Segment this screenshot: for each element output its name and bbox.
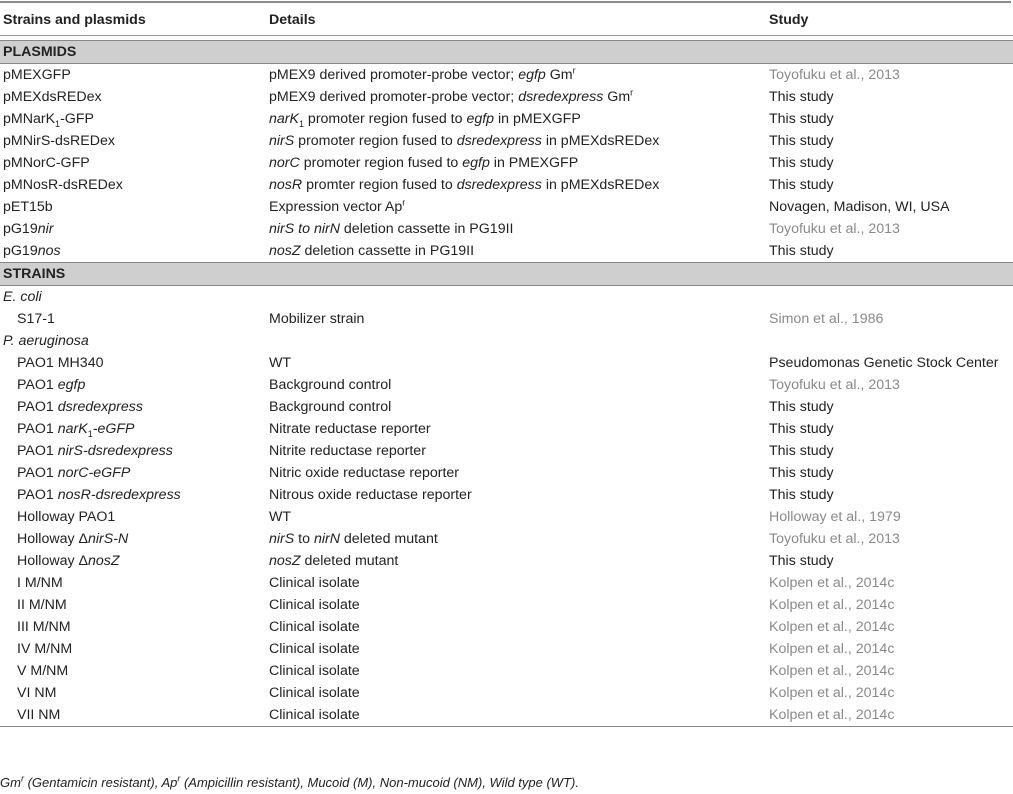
details-italic: dsredexpress xyxy=(518,89,604,105)
footnote-gm: Gm xyxy=(0,775,21,790)
table-row xyxy=(0,572,1013,594)
cell-study: This study xyxy=(769,443,834,459)
cell-study: Kolpen et al., 2014c xyxy=(769,641,895,657)
details-italic: egfp xyxy=(462,155,490,171)
details-post: in pMEXdsREDex xyxy=(541,133,660,149)
cell-name xyxy=(0,352,266,374)
section-plasmids xyxy=(0,41,1013,64)
name-text: PAO1 xyxy=(17,399,58,415)
cell-details xyxy=(266,352,766,374)
name-text: PAO1 xyxy=(17,465,58,481)
details-mid: to xyxy=(294,531,314,547)
cell-study: Kolpen et al., 2014c xyxy=(769,663,895,679)
footnote-ap-sup: r xyxy=(177,773,181,784)
group-paeruginosa-label: P. aeruginosa xyxy=(3,333,89,349)
header-study: Study xyxy=(769,12,809,28)
details-text: WT xyxy=(269,355,292,371)
details-italic: nosZ xyxy=(269,243,301,259)
details-post: in PMEXGFP xyxy=(489,155,579,171)
cell-name xyxy=(0,638,266,660)
cell-name xyxy=(0,550,266,572)
cell-study: Toyofuku et al., 2013 xyxy=(769,67,900,83)
name-text: PAO1 xyxy=(17,443,58,459)
cell-study: Simon et al., 1986 xyxy=(769,311,884,327)
top-rule xyxy=(0,1,1011,3)
details-italic: nirS xyxy=(269,133,295,149)
cell-study: This study xyxy=(769,465,834,481)
details-italic: egfp xyxy=(518,67,546,83)
cell-details xyxy=(266,594,766,616)
details-italic: nirN xyxy=(313,531,340,547)
cell-name xyxy=(0,616,266,638)
name-text: pMEXGFP xyxy=(3,67,71,83)
details-text: Nitrous oxide reductase reporter xyxy=(269,487,472,503)
cell-name xyxy=(0,196,266,218)
cell-name xyxy=(0,152,266,174)
details-text: Nitrate reductase reporter xyxy=(269,421,431,437)
cell-details xyxy=(266,218,766,240)
cell-study: Kolpen et al., 2014c xyxy=(769,597,895,613)
group-row xyxy=(0,286,1013,309)
details-italic: norC xyxy=(269,155,300,171)
cell-details xyxy=(266,550,766,572)
cell-details xyxy=(266,240,766,263)
details-text: Clinical isolate xyxy=(269,597,360,613)
cell-study: This study xyxy=(769,553,834,569)
table-row xyxy=(0,704,1013,727)
cell-study: This study xyxy=(769,111,834,127)
cell-details xyxy=(266,130,766,152)
cell-name xyxy=(0,528,266,550)
cell-name xyxy=(0,374,266,396)
table-row xyxy=(0,682,1013,704)
cell-study: Holloway et al., 1979 xyxy=(769,509,901,525)
table-row xyxy=(0,86,1013,108)
table-row xyxy=(0,638,1013,660)
cell-name xyxy=(0,174,266,196)
name-text: pMNirS-dsREDex xyxy=(3,133,115,149)
cell-study: This study xyxy=(769,177,834,193)
cell-study: Toyofuku et al., 2013 xyxy=(769,531,900,547)
cell-study: Pseudomonas Genetic Stock Center xyxy=(769,355,999,371)
name-text: VII NM xyxy=(17,707,61,723)
name-italic: narK xyxy=(57,421,88,437)
cell-details xyxy=(266,440,766,462)
table-row xyxy=(0,64,1013,87)
cell-study: This study xyxy=(769,421,834,437)
cell-details xyxy=(266,704,766,727)
details-sup: r xyxy=(402,197,406,208)
details-text: WT xyxy=(269,509,292,525)
section-label-plasmids: PLASMIDS xyxy=(0,41,1013,64)
section-strains xyxy=(0,263,1013,286)
details-italic: nosZ xyxy=(269,553,301,569)
cell-name xyxy=(0,308,266,330)
name-text: VI NM xyxy=(17,685,57,701)
footnote-gm-sup: r xyxy=(20,773,24,784)
details-text: pMEX9 derived promoter-probe vector; xyxy=(269,89,519,105)
table-row xyxy=(0,218,1013,240)
details-italic: nirS xyxy=(269,531,295,547)
table-row xyxy=(0,396,1013,418)
group-ecoli xyxy=(0,286,1013,309)
details-italic: nirS to nirN xyxy=(269,221,340,237)
name-text: pET15b xyxy=(3,199,53,215)
name-text: pG19 xyxy=(3,243,38,259)
details-text: Clinical isolate xyxy=(269,641,360,657)
cell-study: This study xyxy=(769,155,834,171)
cell-name xyxy=(0,108,266,130)
details-text: Clinical isolate xyxy=(269,619,360,635)
cell-details xyxy=(266,462,766,484)
table-row xyxy=(0,616,1013,638)
footnote-rest: (Ampicillin resistant), Mucoid (M), Non-mucoid (NM), Wild type (WT). xyxy=(180,775,579,790)
name-italic-post: -eGFP xyxy=(92,421,135,437)
section-label-strains: STRAINS xyxy=(0,263,1013,286)
name-text: PAO1 MH340 xyxy=(17,355,104,371)
name-text: pMNosR-dsREDex xyxy=(3,177,123,193)
name-italic: nos xyxy=(37,243,61,259)
cell-name xyxy=(0,218,266,240)
cell-study: Kolpen et al., 2014c xyxy=(766,704,1013,727)
cell-study: This study xyxy=(769,487,834,503)
name-italic: nosZ xyxy=(87,553,120,569)
details-post: deleted mutant xyxy=(300,553,399,569)
cell-details xyxy=(266,308,766,330)
cell-details xyxy=(266,108,766,130)
details-italic: egfp xyxy=(466,111,495,127)
cell-study: This study xyxy=(769,399,834,415)
name-text: I M/NM xyxy=(17,575,63,591)
details-sub: 1 xyxy=(298,118,304,129)
table-row xyxy=(0,594,1013,616)
group-ecoli-label: E. coli xyxy=(3,289,42,305)
table-row xyxy=(0,484,1013,506)
cell-study: This study xyxy=(769,243,834,259)
cell-name xyxy=(0,660,266,682)
cell-details xyxy=(266,152,766,174)
name-text: III M/NM xyxy=(17,619,71,635)
name-text: S17-1 xyxy=(17,311,55,327)
cell-name xyxy=(0,418,266,440)
cell-name xyxy=(0,86,266,108)
details-text: Clinical isolate xyxy=(269,707,360,723)
details-text: Background control xyxy=(269,377,392,393)
cell-name xyxy=(0,704,266,727)
details-post: promoter region fused to xyxy=(294,133,457,149)
table-row xyxy=(0,308,1013,330)
table-row xyxy=(0,196,1013,218)
details-text: pMEX9 derived promoter-probe vector; xyxy=(269,67,519,83)
cell-name xyxy=(0,462,266,484)
name-post: -GFP xyxy=(60,111,94,127)
table-row xyxy=(0,550,1013,572)
details-post: in pMEXdsREDex xyxy=(541,177,660,193)
name-text: Holloway Δ xyxy=(17,531,88,547)
name-text: II M/NM xyxy=(17,597,67,613)
cell-details xyxy=(266,660,766,682)
details-post: deletion cassette in PG19II xyxy=(339,221,514,237)
name-text: pMEXdsREDex xyxy=(3,89,102,105)
group-row xyxy=(0,330,1013,352)
details-text: Background control xyxy=(269,399,392,415)
cell-name xyxy=(0,64,266,87)
table-row xyxy=(0,374,1013,396)
name-text: pMNarK xyxy=(3,111,56,127)
name-italic: nosR-dsredexpress xyxy=(57,487,181,503)
name-italic: nirS-N xyxy=(87,531,129,547)
header-row xyxy=(0,5,1013,36)
details-italic: nosR xyxy=(269,177,303,193)
cell-name xyxy=(0,506,266,528)
details-text: Clinical isolate xyxy=(269,663,360,679)
cell-name xyxy=(0,594,266,616)
name-text: Holloway PAO1 xyxy=(17,509,116,525)
details-post: Gm xyxy=(545,67,573,83)
strains-plasmids-table xyxy=(0,5,1013,727)
table-row xyxy=(0,240,1013,263)
details-text: Expression vector Ap xyxy=(269,199,403,215)
details-italic: narK xyxy=(269,111,299,127)
table-row xyxy=(0,152,1013,174)
name-italic: dsredexpress xyxy=(57,399,143,415)
details-post: promoter region fused to xyxy=(299,155,463,171)
table-row xyxy=(0,506,1013,528)
cell-details xyxy=(266,64,766,87)
cell-name xyxy=(0,484,266,506)
cell-details xyxy=(266,682,766,704)
cell-details xyxy=(266,196,766,218)
cell-name xyxy=(0,130,266,152)
details-italic: dsredexpress xyxy=(456,177,542,193)
table-footnote xyxy=(0,775,579,790)
name-text: Holloway Δ xyxy=(17,553,88,569)
name-text: IV M/NM xyxy=(17,641,73,657)
cell-details xyxy=(266,616,766,638)
name-text: PAO1 xyxy=(17,421,58,437)
cell-study: Toyofuku et al., 2013 xyxy=(769,221,900,237)
group-paeruginosa xyxy=(0,330,1013,352)
table-row xyxy=(0,528,1013,550)
details-sup: r xyxy=(572,65,576,76)
name-sub: 1 xyxy=(55,118,61,129)
cell-name xyxy=(0,572,266,594)
cell-details xyxy=(266,174,766,196)
cell-details xyxy=(266,86,766,108)
cell-study: This study xyxy=(769,133,834,149)
details-text: Clinical isolate xyxy=(269,575,360,591)
table-row xyxy=(0,130,1013,152)
details-text: Nitrite reductase reporter xyxy=(269,443,426,459)
cell-details xyxy=(266,396,766,418)
cell-name xyxy=(0,396,266,418)
table-row xyxy=(0,418,1013,440)
details-post: in pMEXGFP xyxy=(494,111,581,127)
cell-study: This study xyxy=(769,89,834,105)
name-text: PAO1 xyxy=(17,377,58,393)
name-italic: nir xyxy=(37,221,54,237)
footnote-gm-text: (Gentamicin resistant), Ap xyxy=(23,775,178,790)
header-details: Details xyxy=(269,12,316,28)
details-sup: r xyxy=(630,87,634,98)
header-strains-plasmids: Strains and plasmids xyxy=(3,12,146,28)
cell-name xyxy=(0,682,266,704)
cell-name xyxy=(0,240,266,263)
table-row xyxy=(0,108,1013,130)
details-italic: dsredexpress xyxy=(456,133,542,149)
details-post: deletion cassette in PG19II xyxy=(300,243,475,259)
details-post: promter region fused to xyxy=(302,177,457,193)
cell-study: Kolpen et al., 2014c xyxy=(769,575,895,591)
cell-details xyxy=(266,484,766,506)
name-italic: egfp xyxy=(57,377,86,393)
table-row xyxy=(0,174,1013,196)
table-row xyxy=(0,440,1013,462)
cell-details xyxy=(266,374,766,396)
details-post: promoter region fused to xyxy=(303,111,467,127)
cell-details xyxy=(266,572,766,594)
details-post: deleted mutant xyxy=(339,531,438,547)
details-text: Nitric oxide reductase reporter xyxy=(269,465,460,481)
table-body xyxy=(0,36,1013,727)
details-post: Gm xyxy=(603,89,631,105)
table-row xyxy=(0,352,1013,374)
details-text: Mobilizer strain xyxy=(269,311,365,327)
cell-study: Novagen, Madison, WI, USA xyxy=(769,199,950,215)
name-italic: norC-eGFP xyxy=(57,465,131,481)
cell-name xyxy=(0,440,266,462)
details-text: Clinical isolate xyxy=(269,685,360,701)
cell-study: Toyofuku et al., 2013 xyxy=(769,377,900,393)
table-row xyxy=(0,660,1013,682)
cell-study: Kolpen et al., 2014c xyxy=(769,619,895,635)
cell-study: Kolpen et al., 2014c xyxy=(769,685,895,701)
name-text: V M/NM xyxy=(17,663,69,679)
cell-details xyxy=(266,528,766,550)
name-italic: nirS-dsredexpress xyxy=(57,443,173,459)
name-sub: 1 xyxy=(87,428,93,439)
name-text: pG19 xyxy=(3,221,38,237)
name-text: PAO1 xyxy=(17,487,58,503)
name-text: pMNorC-GFP xyxy=(3,155,90,171)
cell-details xyxy=(266,506,766,528)
table-row xyxy=(0,462,1013,484)
cell-details xyxy=(266,418,766,440)
cell-details xyxy=(266,638,766,660)
